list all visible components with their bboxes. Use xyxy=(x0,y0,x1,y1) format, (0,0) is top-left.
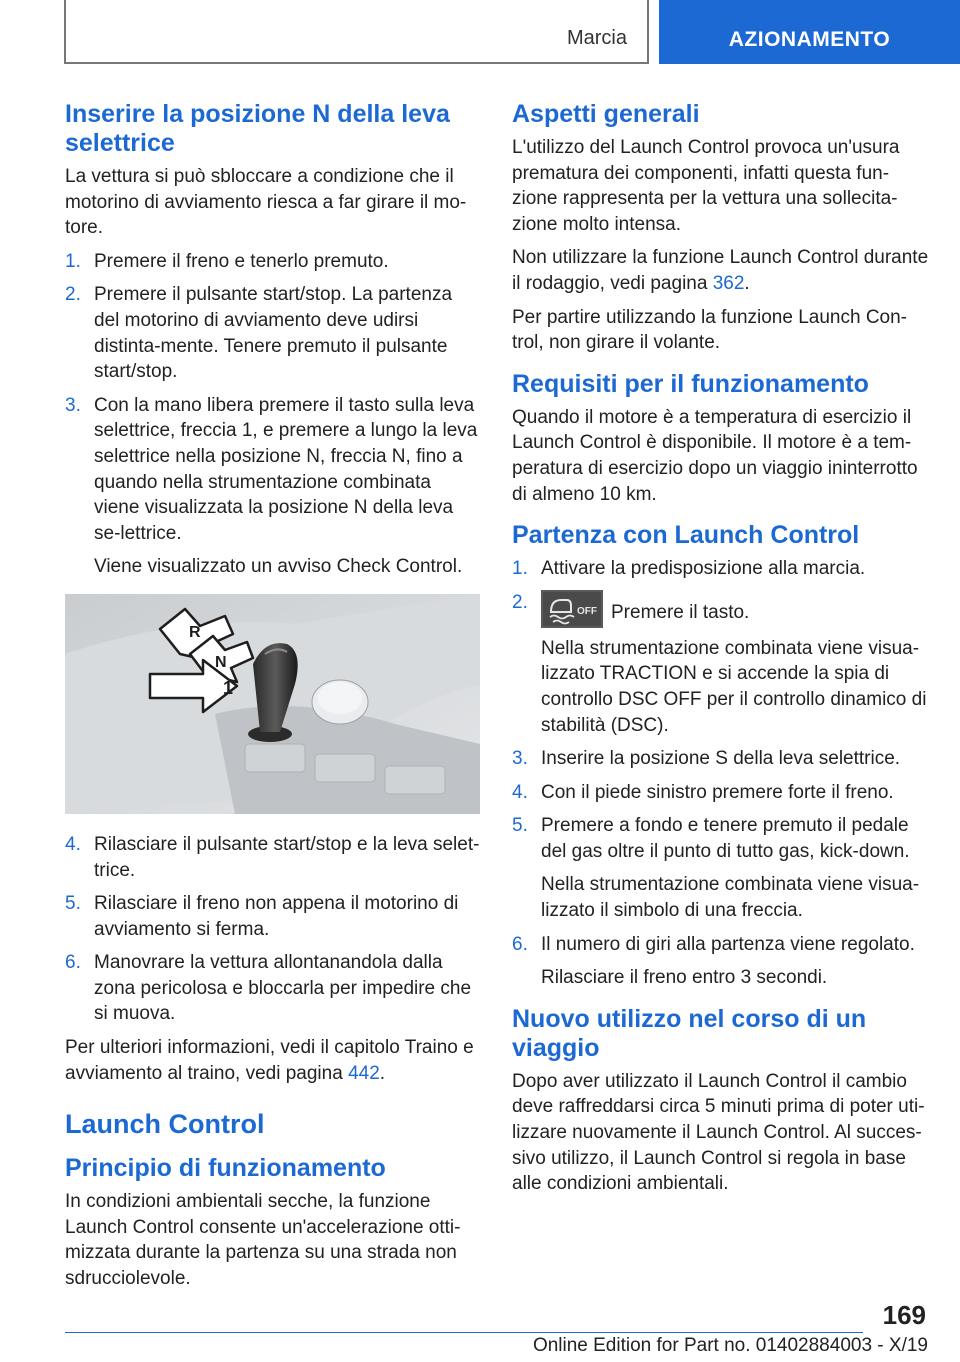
list-item xyxy=(65,282,480,384)
arrow-label-n: N xyxy=(215,653,227,671)
dsc-off-button-icon xyxy=(541,590,603,628)
footer-edition: Online Edition for Part no. 01402884003 - X/19 xyxy=(532,1335,928,1356)
step-text: Con la mano libera premere il tasto sulla leva selettrice, freccia 1, e premere a lungo la leva selettrice nella posizione N, freccia N, fino a quando nella strumentazione combinata viene visualizzata la posizione N della leva se-lettrice. xyxy=(94,394,478,544)
paragraph-more-info xyxy=(65,1035,480,1086)
paragraph-general-2 xyxy=(512,245,930,296)
step-number: 3. xyxy=(65,394,81,416)
step-note: Nella strumentazione combinata viene visua-lizzato TRACTION e si accende la spia di controllo DSC OFF per il controllo dinamico di stabilità (DSC). xyxy=(541,637,927,736)
step-number: 5. xyxy=(512,815,528,837)
list-item xyxy=(65,832,480,883)
paragraph-general-1: L'utilizzo del Launch Control provoca un'usura prematura dei componenti, infatti questa fun-zione rappresenta per la vettura una sollecita-zione molto intensa. xyxy=(512,137,900,235)
step-number: 3. xyxy=(512,748,528,770)
step-number: 6. xyxy=(65,952,81,974)
steps-neutral-list-a xyxy=(65,249,480,580)
arrow-label-1: 1 xyxy=(223,677,234,698)
heading-start-launch: Partenza con Launch Control xyxy=(512,521,860,550)
step-number: 2. xyxy=(65,284,81,306)
list-item xyxy=(512,556,930,582)
heading-general: Aspetti generali xyxy=(512,100,700,128)
right-column xyxy=(512,100,930,1205)
list-item xyxy=(65,249,480,275)
general-2-text: Non utilizzare la funzione Launch Control durante il rodaggio, vedi pagina xyxy=(512,247,929,294)
paragraph-reuse: Dopo aver utilizzato il Launch Control il cambio deve raffreddarsi circa 5 minuti prima di poter uti-lizzare nuovamente il Launch Control. Al succes-sivo utilizzo, il Launch Control si regola in base alle condizioni ambientali. xyxy=(512,1070,925,1195)
general-2-end: . xyxy=(744,272,750,294)
step-text: Premere a fondo e tenere premuto il pedale del gas oltre il punto di tutto gas, kick-down. xyxy=(541,815,910,862)
step-number: 1. xyxy=(512,558,528,580)
list-item xyxy=(512,932,930,991)
step-text: Attivare la predisposizione alla marcia. xyxy=(541,558,866,580)
step-text: Premere il tasto. xyxy=(611,601,750,623)
list-item xyxy=(512,780,930,806)
footer-divider xyxy=(65,1332,863,1333)
list-item xyxy=(65,393,480,580)
heading-reuse: Nuovo utilizzo nel corso di un viaggio xyxy=(512,1004,867,1062)
page-link-362[interactable]: 362 xyxy=(712,272,745,294)
step-note: Rilasciare il freno entro 3 secondi. xyxy=(541,967,828,989)
heading-requirements: Requisiti per il funzionamento xyxy=(512,369,869,398)
list-item xyxy=(512,813,930,923)
step-number: 5. xyxy=(65,893,81,915)
step-text: Inserire la posizione S della leva selettrice. xyxy=(541,748,901,770)
step-text: Rilasciare il freno non appena il motorino di avviamento si ferma. xyxy=(94,893,459,940)
steps-neutral-list-b xyxy=(65,832,480,1027)
step-text: Premere il freno e tenerlo premuto. xyxy=(94,250,389,272)
step-text: Il numero di giri alla partenza viene regolato. xyxy=(541,933,915,955)
more-info-end: . xyxy=(379,1062,386,1084)
steps-launch-list xyxy=(512,556,930,991)
step-text: Premere il pulsante start/stop. La partenza del motorino di avviamento deve udirsi distinta-mente. Tenere premuto il pulsante start/stop. xyxy=(94,284,453,383)
header-chapter-tab: AZIONAMENTO xyxy=(659,0,960,64)
page-link-442[interactable]: 442 xyxy=(348,1062,380,1084)
step-note: Viene visualizzato un avviso Check Control. xyxy=(94,556,463,578)
step-number: 2. xyxy=(512,591,528,613)
step-number: 4. xyxy=(65,833,81,855)
step-text: Con il piede sinistro premere forte il freno. xyxy=(541,781,894,803)
gear-selector-drawing xyxy=(65,594,480,814)
step-text-with-icon xyxy=(541,590,930,628)
heading-principle: Principio di funzionamento xyxy=(65,1154,386,1183)
step-number: 4. xyxy=(512,781,528,803)
left-column xyxy=(65,100,480,1300)
list-item xyxy=(65,950,480,1027)
arrow-label-r: R xyxy=(189,623,201,641)
step-number: 1. xyxy=(65,250,81,272)
paragraph-requirements: Quando il motore è a temperatura di esercizio il Launch Control è disponibile. Il motore è a tem-peratura di esercizio dopo un viaggio ininterrotto di almeno 10 km. xyxy=(512,406,918,505)
list-item xyxy=(512,590,930,738)
header-section-box xyxy=(64,0,649,64)
heading-neutral-position: Inserire la posizione N della leva selettrice xyxy=(65,100,450,157)
heading-launch-control: Launch Control xyxy=(65,1109,265,1140)
paragraph-principle: In condizioni ambientali secche, la funzione Launch Control consente un'accelerazione otti-mizzata durante la partenza su una strada non sdrucciolevole. xyxy=(65,1191,461,1290)
gear-selector-illustration xyxy=(65,594,480,814)
step-text: Manovrare la vettura allontanandola dalla zona pericolosa e bloccarla per impedire che si muova. xyxy=(94,952,472,1025)
page-header xyxy=(64,0,960,64)
header-section-title: Marcia xyxy=(566,27,627,49)
list-item xyxy=(65,891,480,942)
page-number: 169 xyxy=(882,1300,926,1330)
step-number: 6. xyxy=(512,933,528,955)
step-note: Nella strumentazione combinata viene visua-lizzato il simbolo di una freccia. xyxy=(541,874,920,922)
step-text: Rilasciare il pulsante start/stop e la leva selet-trice. xyxy=(94,833,480,881)
list-item xyxy=(512,746,930,772)
paragraph-neutral-intro: La vettura si può sbloccare a condizione che il motorino di avviamento riesca a far girare il mo-tore. xyxy=(65,166,467,239)
dsc-off-icon-label: OFF xyxy=(577,605,597,617)
paragraph-general-3: Per partire utilizzando la funzione Launch Con-trol, non girare il volante. xyxy=(512,306,908,354)
more-info-text: Per ulteriori informazioni, vedi il capitolo Traino e avviamento al traino, vedi pagina xyxy=(65,1037,474,1084)
